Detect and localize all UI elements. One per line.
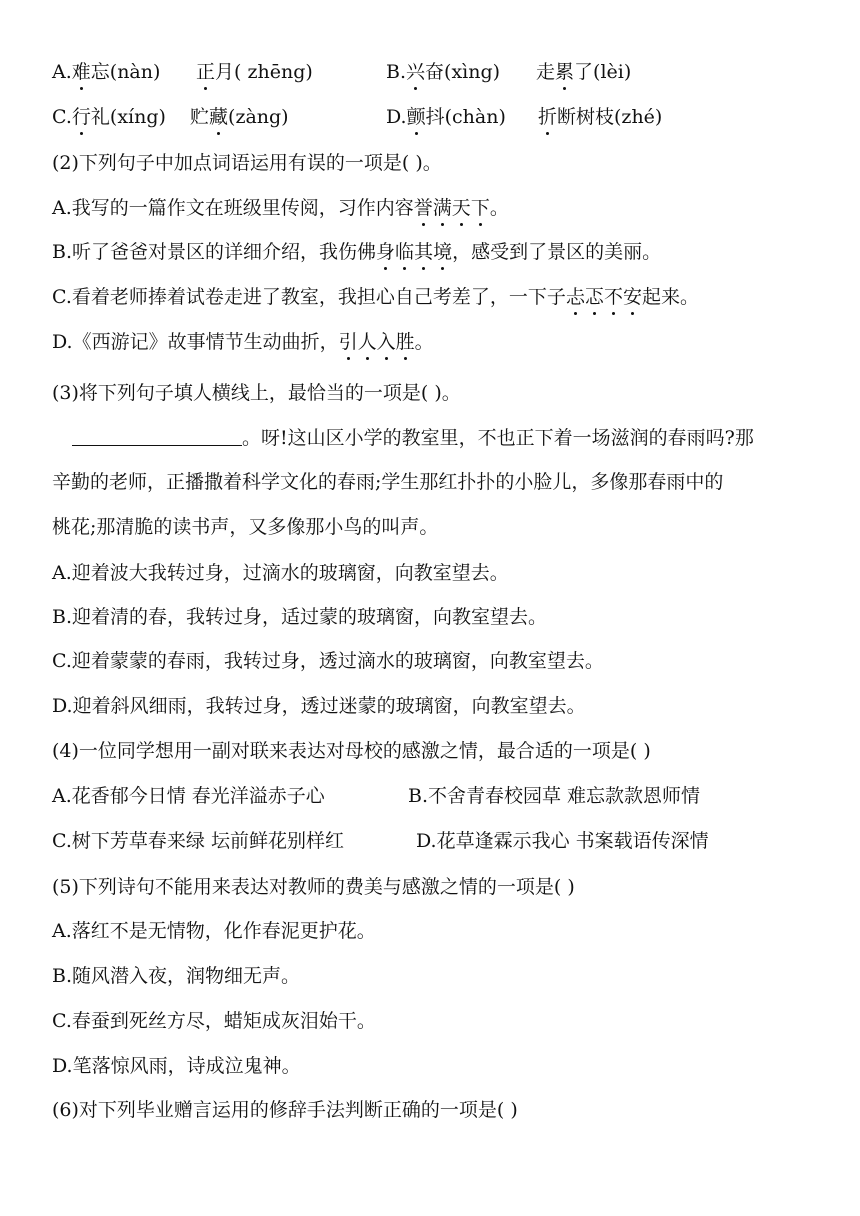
q1-option-b-1: B.兴奋(xìng) xyxy=(386,61,501,83)
q5-option-c: C.春蚕到死丝方尽，蜡矩成灰泪始干。 xyxy=(52,1010,376,1032)
emphasis-char: 颤 xyxy=(406,106,426,128)
q4-option-b: B.不舍青春校园草 难忘款款恩师情 xyxy=(408,785,701,807)
emphasis-char: 满 xyxy=(432,197,452,219)
emphasis-char: 临 xyxy=(395,241,415,263)
emphasis-char: 天 xyxy=(451,197,471,219)
q3-passage-line-3: 桃花;那清脆的读书声，又多像那小鸟的叫声。 xyxy=(52,516,439,538)
q1-option-c-2: 贮藏(zàng) xyxy=(190,106,289,128)
q5-option-d: D.笔落惊风雨，诗成泣鬼神。 xyxy=(52,1055,301,1077)
q1-option-a-2: 正月( zhēng) xyxy=(196,61,313,83)
emphasis-char: 难 xyxy=(71,61,91,83)
q3-option-a: A.迎着波大我转过身，过滴水的玻璃窗，向教室望去。 xyxy=(52,562,509,584)
q2-option-d: D.《西游记》故事情节生动曲折，引人入胜。 xyxy=(52,331,434,353)
q6-stem: (6)对下列毕业赠言运用的修辞手法判断正确的一项是( ) xyxy=(52,1099,518,1121)
emphasis-char: 折 xyxy=(538,106,558,128)
emphasis-char: 其 xyxy=(414,241,434,263)
emphasis-char: 誉 xyxy=(413,197,433,219)
q4-option-c: C.树下芳草春来绿 坛前鲜花别样红 xyxy=(52,830,344,852)
q2-option-a: A.我写的一篇作文在班级里传阅，习作内容誉满天下。 xyxy=(52,197,509,219)
q3-option-d: D.迎着斜风细雨，我转过身，透过迷蒙的玻璃窗，向教室望去。 xyxy=(52,695,586,717)
q3-passage-line-2: 辛勤的老师，正播撒着科学文化的春雨;学生那红扑扑的小脸儿，多像那春雨中的 xyxy=(52,471,724,493)
emphasis-char: 胜 xyxy=(395,331,415,353)
emphasis-char: 入 xyxy=(376,331,396,353)
emphasis-char: 忑 xyxy=(584,286,604,308)
q5-option-a: A.落红不是无情物，化作春泥更护花。 xyxy=(52,920,376,942)
emphasis-char: 境 xyxy=(433,241,453,263)
q2-stem: (2)下列句子中加点词语运用有误的一项是( )。 xyxy=(52,152,442,174)
emphasis-char: 引 xyxy=(338,331,358,353)
q4-option-d: D.花草逢霖示我心 书案载语传深情 xyxy=(416,830,709,852)
emphasis-char: 安 xyxy=(622,286,642,308)
q1-option-d-2: 折断树枝(zhé) xyxy=(538,106,663,128)
q3-stem: (3)将下列句子填人横线上，最恰当的一项是( )。 xyxy=(52,382,461,404)
q2-option-b: B.听了爸爸对景区的详细介绍，我伤佛身临其境，感受到了景区的美丽。 xyxy=(52,241,662,263)
emphasis-char: 兴 xyxy=(406,61,426,83)
q5-stem: (5)下列诗句不能用来表达对教师的费美与感激之情的一项是( ) xyxy=(52,876,575,898)
answer-blank[interactable] xyxy=(72,427,242,446)
q1-option-c-1: C.行礼(xíng) xyxy=(52,106,166,128)
emphasis-char: 藏 xyxy=(209,106,229,128)
q3-passage-line-1: 。呀!这山区小学的教室里，不也正下着一场滋润的春雨吗?那 xyxy=(72,425,820,451)
emphasis-char: 行 xyxy=(71,106,91,128)
q1-option-a-1: A.难忘(nàn) xyxy=(52,61,161,83)
q5-option-b: B.随风潜入夜，润物细无声。 xyxy=(52,965,301,987)
emphasis-char: 人 xyxy=(357,331,377,353)
q1-option-d-1: D.颤抖(chàn) xyxy=(386,106,506,128)
q4-option-a: A.花香郁今日情 春光洋溢赤子心 xyxy=(52,785,325,807)
q2-option-c: C.看着老师捧着试卷走进了教室，我担心自己考差了，一下子忐忑不安起来。 xyxy=(52,286,699,308)
emphasis-char: 不 xyxy=(603,286,623,308)
q1-option-b-2: 走累了(lèi) xyxy=(536,61,632,83)
emphasis-char: 累 xyxy=(555,61,575,83)
q3-option-c: C.迎着蒙蒙的春雨，我转过身，透过滴水的玻璃窗，向教室望去。 xyxy=(52,650,604,672)
emphasis-char: 下 xyxy=(470,197,490,219)
emphasis-char: 忐 xyxy=(565,286,585,308)
emphasis-char: 正 xyxy=(196,61,216,83)
q4-stem: (4)一位同学想用一副对联来表达对母校的感激之情，最合适的一项是( ) xyxy=(52,740,651,762)
q3-option-b: B.迎着清的春，我转过身，适过蒙的玻璃窗，向教室望去。 xyxy=(52,606,548,628)
emphasis-char: 身 xyxy=(376,241,396,263)
